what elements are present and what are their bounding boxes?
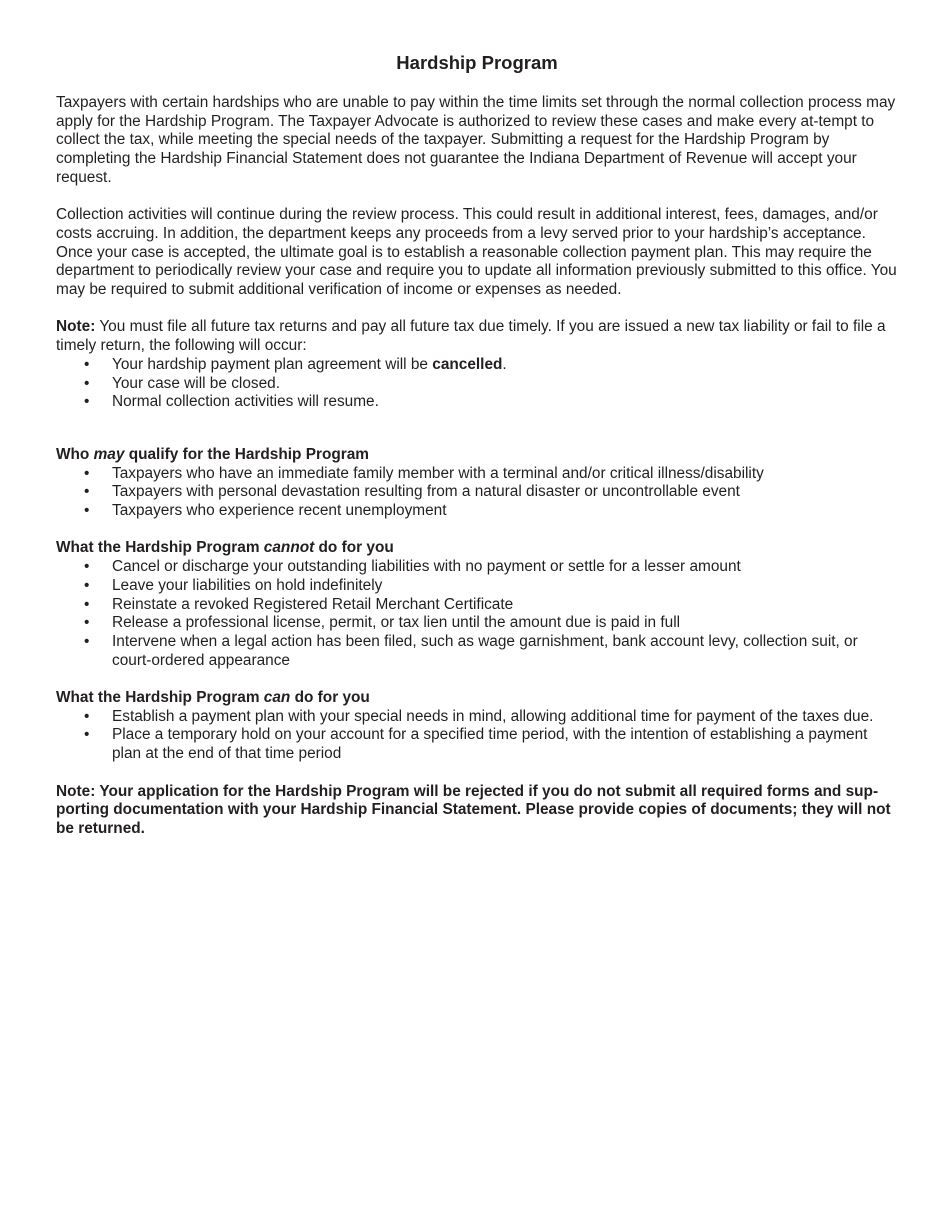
final-note: Note: Your application for the Hardship Program will be rejected if you do not submit all required forms and sup-porting documentation with your Hardship Financial Statement. Please provide copies of documents; they will not be returned. — [56, 782, 891, 837]
may-qualify-heading: Who may qualify for the Hardship Program — [56, 445, 369, 463]
list-item: • Your hardship payment plan agreement will be cancelled. — [56, 356, 898, 375]
can-list — [56, 708, 898, 764]
note-consequence-list — [56, 356, 898, 412]
cannot-heading: What the Hardship Program cannot do for you — [56, 539, 394, 557]
document-page — [56, 52, 898, 839]
cancelled-emphasis: cancelled — [432, 355, 503, 373]
list-item: • Your case will be closed. — [56, 375, 898, 394]
list-item: • Taxpayers who have an immediate family member with a terminal and/or critical illness/disability — [56, 465, 898, 484]
list-item: • Place a temporary hold on your account for a specified time period, with the intention of establishing a payment plan at the end of that time period — [56, 726, 898, 763]
note-paragraph — [56, 318, 898, 355]
note-text: You must file all future tax returns and pay all future tax due timely. If you are issued a new tax liability or fail to file a timely return, the following will occur: — [56, 318, 886, 355]
may-qualify-list — [56, 465, 898, 521]
list-item: • Leave your liabilities on hold indefinitely — [56, 577, 898, 596]
list-item: • Establish a payment plan with your special needs in mind, allowing additional time for payment of the taxes due. — [56, 708, 898, 727]
list-item: • Release a professional license, permit, or tax lien until the amount due is paid in full — [56, 614, 898, 633]
list-item: • Normal collection activities will resume. — [56, 393, 898, 412]
note-label: Note: — [56, 318, 96, 336]
list-item: • Cancel or discharge your outstanding liabilities with no payment or settle for a lesser amount — [56, 558, 898, 577]
page-title: Hardship Program — [396, 52, 558, 73]
list-item: • Reinstate a revoked Registered Retail Merchant Certificate — [56, 596, 898, 615]
can-heading: What the Hardship Program can do for you — [56, 689, 370, 707]
intro-paragraph: Taxpayers with certain hardships who are unable to pay within the time limits set through the normal collection process may apply for the Hardship Program. The Taxpayer Advocate is authorized to review these cases and make every at-tempt to collect the tax, while meeting the special needs of the taxpayer. Submitting a request for the Hardship Program by completing the Hardship Financial Statement does not guarantee the Indiana Department of Revenue will accept your request. — [56, 94, 896, 186]
collection-paragraph: Collection activities will continue during the review process. This could result in additional interest, fees, damages, and/or costs accruing. In addition, the department keeps any proceeds from a levy served prior to your hardship’s acceptance. Once your case is accepted, the ultimate goal is to establish a reasonable collection payment plan. This may require the department to periodically review your case and require you to update all information previously submitted to this office. You may be required to submit additional verification of income or expenses as needed. — [56, 206, 897, 299]
list-item: • Intervene when a legal action has been filed, such as wage garnishment, bank account levy, collection suit, or court-ordered appearance — [56, 633, 898, 670]
list-item: • Taxpayers with personal devastation resulting from a natural disaster or uncontrollable event — [56, 483, 898, 502]
cannot-list — [56, 558, 898, 670]
list-item: • Taxpayers who experience recent unemployment — [56, 502, 898, 521]
